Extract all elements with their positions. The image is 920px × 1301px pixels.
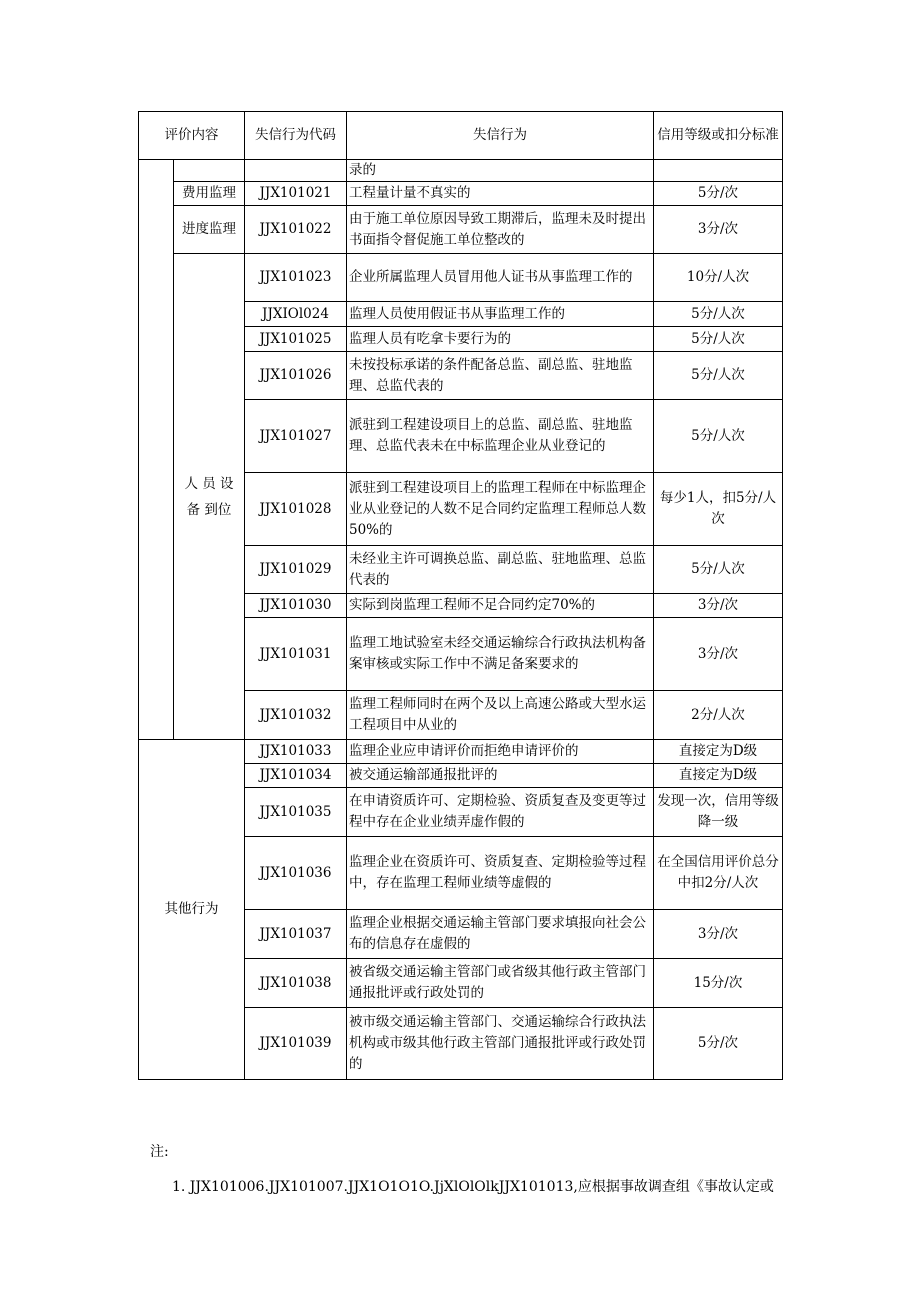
table-row: [139, 160, 783, 182]
score-cell: [654, 160, 783, 182]
behavior-cell: 监理工程师同时在两个及以上高速公路或大型水运工程项目中从业的: [347, 691, 654, 740]
table-row: [139, 206, 783, 254]
behavior-cell: 由于施工单位原因导致工期滞后，监理未及时提出书面指令督促施工单位整改的: [347, 206, 654, 254]
category-personnel: [174, 254, 245, 740]
code-cell: JJX101039: [245, 1008, 347, 1080]
code-cell: JJX101038: [245, 959, 347, 1008]
behavior-cell: 监理企业根据交通运输主管部门要求填报向社会公布的信息存在虚假的: [347, 910, 654, 959]
code-cell: JJX101033: [245, 740, 347, 764]
table-row: [139, 254, 783, 302]
code-cell: JJX101031: [245, 618, 347, 691]
score-cell: 5分/次: [654, 1008, 783, 1080]
score-cell: 15分/次: [654, 959, 783, 1008]
category-fee: 费用监理: [174, 182, 245, 206]
code-cell: JJX101036: [245, 837, 347, 910]
code-cell: JJX101021: [245, 182, 347, 206]
behavior-cell: 未经业主许可调换总监、副总监、驻地监理、总监代表的: [347, 546, 654, 594]
credit-evaluation-table: [138, 111, 783, 1080]
behavior-cell: 监理人员使用假证书从事监理工作的: [347, 302, 654, 327]
code-cell: JJX101027: [245, 400, 347, 473]
category-cell: [174, 160, 245, 182]
category-other: 其他行为: [139, 740, 245, 1080]
code-cell: JJX101022: [245, 206, 347, 254]
code-cell: JJX101030: [245, 594, 347, 618]
behavior-cell: 未按投标承诺的条件配备总监、副总监、驻地监理、总监代表的: [347, 352, 654, 400]
category-personnel-label: 人 员 设 备 到位: [184, 475, 234, 518]
behavior-cell: 监理企业在资质许可、资质复查、定期检验等过程中，存在监理工程师业绩等虚假的: [347, 837, 654, 910]
score-cell: 5分/人次: [654, 400, 783, 473]
score-cell: 5分/次: [654, 182, 783, 206]
behavior-cell: 监理工地试验室未经交通运输综合行政执法机构备案审核或实际工作中不满足备案要求的: [347, 618, 654, 691]
code-cell: JJX101032: [245, 691, 347, 740]
score-cell: 在全国信用评价总分中扣2分/人次: [654, 837, 783, 910]
score-cell: 10分/人次: [654, 254, 783, 302]
score-cell: 5分/人次: [654, 352, 783, 400]
behavior-cell: 监理企业应申请评价而拒绝申请评价的: [347, 740, 654, 764]
header-eval-content: 评价内容: [139, 112, 245, 160]
score-cell: 每少1人，扣5分/人次: [654, 473, 783, 546]
code-cell: JJX101028: [245, 473, 347, 546]
code-cell: JJX101029: [245, 546, 347, 594]
score-cell: 3分/次: [654, 910, 783, 959]
code-cell: JJX101035: [245, 788, 347, 837]
behavior-cell: 在申请资质许可、定期检验、资质复查及变更等过程中存在企业业绩弄虚作假的: [347, 788, 654, 837]
score-cell: 发现一次，信用等级降一级: [654, 788, 783, 837]
header-code: 失信行为代码: [245, 112, 347, 160]
code-cell: JJX101026: [245, 352, 347, 400]
behavior-cell: 工程量计量不真实的: [347, 182, 654, 206]
note-item-1: 1. JJX101006.JJX101007.JJX1O1O1O.JjXlOlOlkJJX101013,应根据事故调查组《事故认定或: [172, 1179, 774, 1195]
code-cell: JJX101037: [245, 910, 347, 959]
score-cell: 5分/人次: [654, 302, 783, 327]
behavior-cell: 录的: [347, 160, 654, 182]
table-row: [139, 182, 783, 206]
score-cell: 直接定为D级: [654, 740, 783, 764]
behavior-cell: 被省级交通运输主管部门或省级其他行政主管部门通报批评或行政处罚的: [347, 959, 654, 1008]
header-row: [139, 112, 783, 160]
blank-category-cell: [139, 160, 174, 740]
behavior-cell: 被交通运输部通报批评的: [347, 764, 654, 788]
behavior-cell: 被市级交通运输主管部门、交通运输综合行政执法机构或市级其他行政主管部门通报批评或行政处罚的: [347, 1008, 654, 1080]
code-cell: JJX101034: [245, 764, 347, 788]
score-cell: 3分/次: [654, 206, 783, 254]
code-cell: JJX101025: [245, 327, 347, 352]
behavior-cell: 企业所属监理人员冒用他人证书从事监理工作的: [347, 254, 654, 302]
behavior-cell: 派驻到工程建设项目上的监理工程师在中标监理企业从业登记的人数不足合同约定监理工程师总人数50%的: [347, 473, 654, 546]
code-cell: [245, 160, 347, 182]
score-cell: 3分/次: [654, 618, 783, 691]
code-cell: JJXIOl024: [245, 302, 347, 327]
notes-label: 注:: [150, 1144, 169, 1160]
score-cell: 5分/人次: [654, 546, 783, 594]
score-cell: 3分/次: [654, 594, 783, 618]
behavior-cell: 监理人员有吃拿卡要行为的: [347, 327, 654, 352]
header-standard: 信用等级或扣分标准: [654, 112, 783, 160]
code-cell: JJX101023: [245, 254, 347, 302]
score-cell: 5分/人次: [654, 327, 783, 352]
table-row: [139, 740, 783, 764]
category-progress: 进度监理: [174, 206, 245, 254]
header-behavior: 失信行为: [347, 112, 654, 160]
score-cell: 直接定为D级: [654, 764, 783, 788]
behavior-cell: 派驻到工程建设项目上的总监、副总监、驻地监理、总监代表未在中标监理企业从业登记的: [347, 400, 654, 473]
score-cell: 2分/人次: [654, 691, 783, 740]
behavior-cell: 实际到岗监理工程师不足合同约定70%的: [347, 594, 654, 618]
